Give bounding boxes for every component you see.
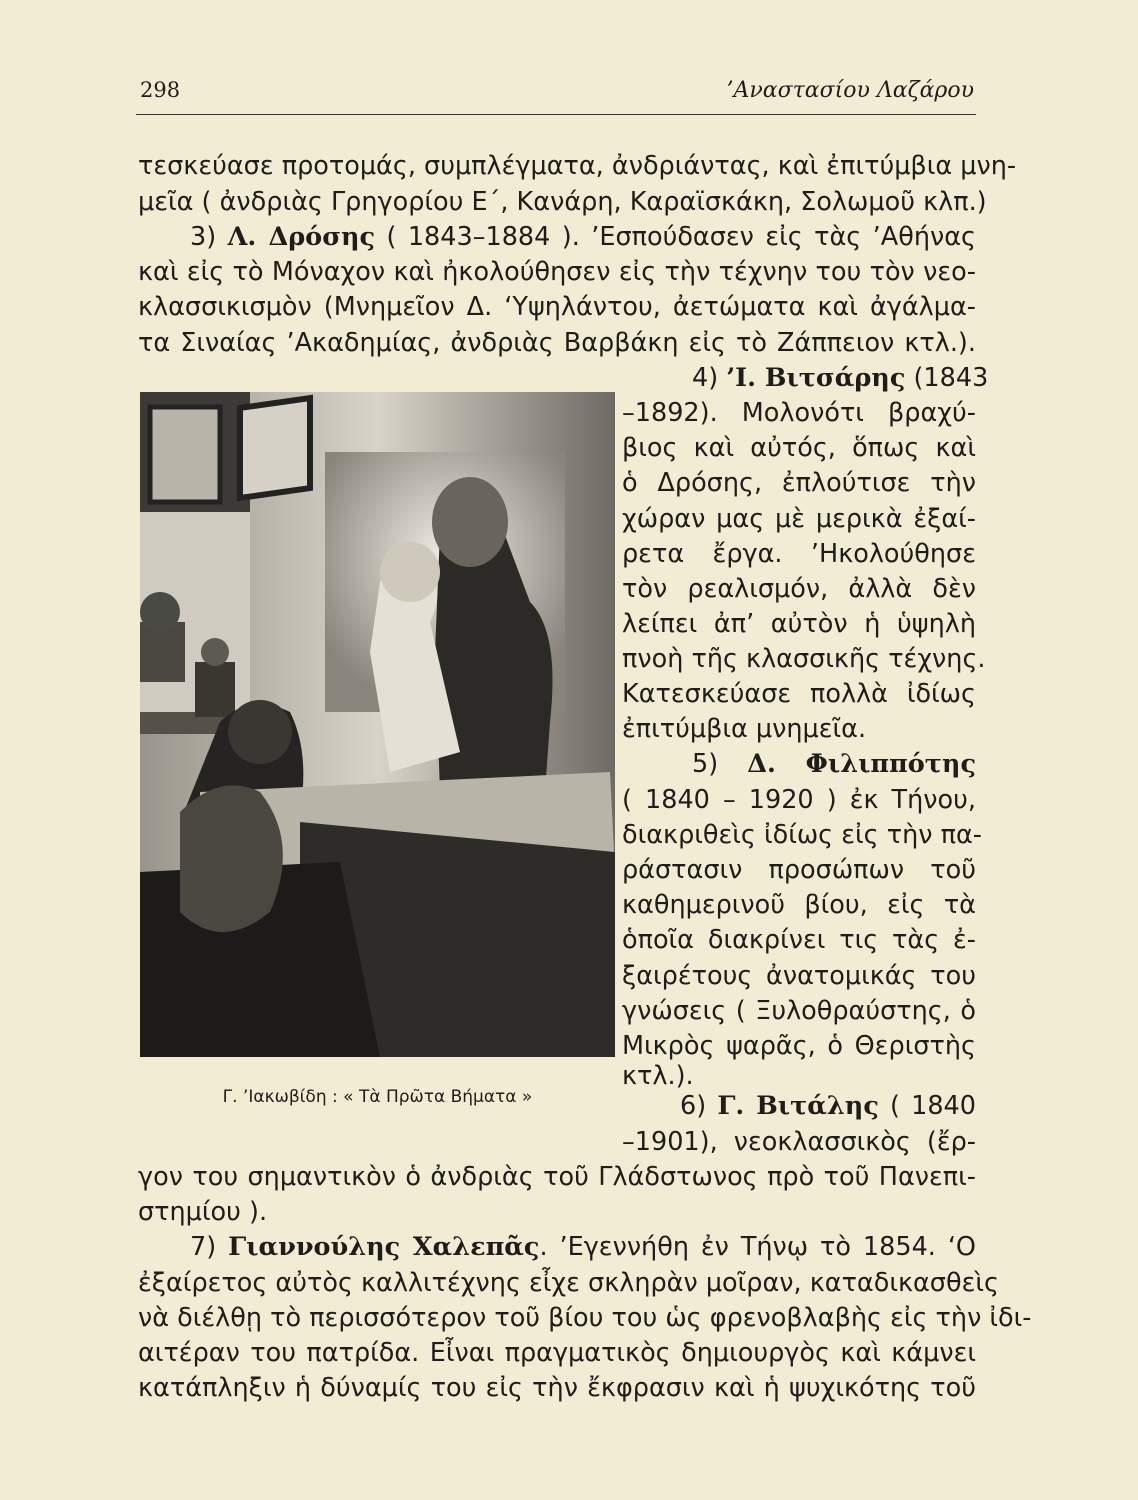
text-line: ἐπιτύμβια μνημεῖα.	[622, 714, 867, 744]
text-line: ὁ Δρόσης, ἐπλούτισε τὴν	[622, 468, 976, 498]
text-line: ἐξαίρετος αὐτὸς καλλιτέχνης εἶχε σκληρὰν μοῖραν, καταδικασθεὶς	[138, 1268, 999, 1298]
text-line: πνοὴ τῆς κλασσικῆς τέχνης.	[622, 644, 986, 674]
text-line: 7) Γιαννούλης Χαλεπᾶς. ’Εγεννήθη ἐν Τήνῳ τὸ 1854. ‘Ο	[190, 1232, 976, 1262]
page-number: 298	[140, 78, 181, 102]
text-line: καὶ εἰς τὸ Μόναχον καὶ ἠκολούθησεν εἰς τὴν τέχνην του τὸν νεο-	[138, 257, 976, 287]
text-line: ὁποῖα διακρίνει τις τὰς ἐ-	[622, 925, 976, 955]
text-line: τὸν ρεαλισμόν, ἀλλὰ δὲν	[622, 574, 976, 604]
text-line: κατάπληξιν ἡ δύναμίς του εἰς τὴν ἔκφρασιν καὶ ἡ ψυχικότης τοῦ	[138, 1373, 976, 1403]
figure-caption: Γ. ’Ιακωβίδη : « Τὰ Πρῶτα Βήματα »	[222, 1087, 533, 1107]
text-line: ξαιρέτους ἀνατομικάς του	[622, 961, 976, 991]
text-line: λείπει ἀπ’ αὐτὸν ἡ ὑψηλὴ	[622, 609, 976, 639]
text-line: χώραν μας μὲ μερικὰ ἐξαί-	[622, 504, 976, 534]
text-line: κλασσικισμὸν (Μνημεῖον Δ. ‘Υψηλάντου, ἀετώματα καὶ ἀγάλμα-	[138, 292, 976, 322]
text-line: 4) ’Ι. Βιτσάρης (1843	[692, 363, 989, 393]
text-line: διακριθεὶς ἰδίως εἰς τὴν πα-	[622, 820, 982, 850]
text-line: κτλ.).	[622, 1061, 694, 1091]
text-line: γον του σημαντικὸν ὁ ἀνδριὰς τοῦ Γλάδστωνος πρὸ τοῦ Πανεπι-	[138, 1162, 976, 1192]
text-line: 5) Δ. Φιλιππότης	[692, 749, 976, 779]
text-line: Κατεσκεύασε πολλὰ ἰδίως	[622, 679, 976, 709]
text-line: Μικρὸς ψαρᾶς, ὁ Θεριστὴς	[622, 1031, 976, 1061]
text-line: ( 1840 – 1920 ) ἐκ Τήνου,	[622, 785, 976, 815]
text-line: στημίου ).	[138, 1197, 268, 1227]
text-line: βιος καὶ αὐτός, ὅπως καὶ	[622, 433, 976, 463]
text-line: μεῖα ( ἀνδριὰς Γρηγορίου Ε΄, Κανάρη, Καραϊσκάκη, Σολωμοῦ κλπ.)	[138, 187, 987, 217]
text-line: –1892). Μολονότι βραχύ-	[622, 398, 976, 428]
text-line: 3) Λ. Δρόσης ( 1843–1884 ). ’Εσπούδασεν εἰς τὰς ’Αθήνας	[190, 222, 976, 252]
text-line: ράστασιν προσώπων τοῦ	[622, 855, 976, 885]
text-line: τεσκεύασε προτομάς, συμπλέγματα, ἀνδριάντας, καὶ ἐπιτύμβια μνη-	[138, 151, 1017, 181]
photograph-illustration	[140, 392, 615, 1057]
text-line: γνώσεις ( Ξυλοθραύστης, ὁ	[622, 996, 976, 1026]
text-line: τα Σιναίας ’Ακαδημίας, ἀνδριὰς Βαρβάκη εἰς τὸ Ζάππειον κτλ.).	[138, 328, 976, 358]
photograph-first-steps	[140, 392, 615, 1057]
text-line: ρετα ἔργα. ’Ηκολούθησε	[622, 539, 976, 569]
text-line: 6) Γ. Βιτάλης ( 1840	[680, 1091, 977, 1121]
running-title: ’Αναστασίου Λαζάρου	[726, 78, 974, 103]
header-rule	[136, 114, 976, 115]
text-line: αιτέραν του πατρίδα. Εἶναι πραγματικὸς δημιουργὸς καὶ κάμνει	[138, 1338, 976, 1368]
text-line: –1901), νεοκλασσικὸς (ἔρ-	[622, 1127, 976, 1157]
text-line: καθημερινοῦ βίου, εἰς τὰ	[622, 890, 976, 920]
text-line: νὰ διέλθῃ τὸ περισσότερον τοῦ βίου του ὡς φρενοβλαβὴς εἰς τὴν ἰδι-	[138, 1303, 1032, 1333]
